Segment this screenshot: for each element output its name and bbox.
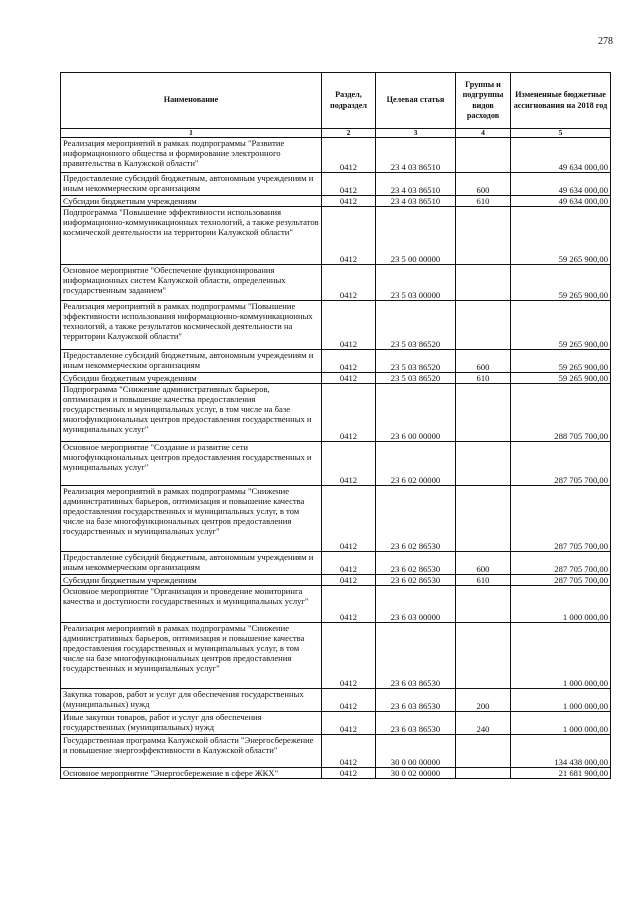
row-group-cell — [456, 768, 511, 779]
table-row — [61, 575, 611, 586]
row-target-cell: 23 4 03 86510 — [376, 173, 456, 196]
row-section-cell: 0412 — [322, 712, 376, 735]
row-group-cell: 600 — [456, 350, 511, 373]
column-number: 1 — [61, 129, 322, 138]
row-amount-cell: 49 634 000,00 — [511, 138, 611, 173]
header-name: Наименование — [61, 73, 322, 129]
row-amount-cell: 1 000 000,00 — [511, 689, 611, 712]
row-group-cell: 610 — [456, 196, 511, 207]
row-group-cell — [456, 265, 511, 301]
row-target-cell: 23 5 00 00000 — [376, 207, 456, 265]
row-section-cell: 0412 — [322, 207, 376, 265]
table-row — [61, 768, 611, 779]
row-amount-cell: 21 681 900,00 — [511, 768, 611, 779]
row-amount-cell: 59 265 900,00 — [511, 265, 611, 301]
row-name-cell: Субсидии бюджетным учреждениям — [61, 373, 322, 384]
row-section-cell: 0412 — [322, 196, 376, 207]
row-target-cell: 23 6 03 00000 — [376, 586, 456, 623]
row-group-cell: 610 — [456, 575, 511, 586]
row-amount-cell: 134 438 000,00 — [511, 735, 611, 768]
table-row — [61, 265, 611, 301]
row-name-cell: Закупка товаров, работ и услуг для обеспечения государственных (муниципальных) нужд — [61, 689, 322, 712]
row-target-cell: 23 4 03 86510 — [376, 138, 456, 173]
row-amount-cell: 59 265 900,00 — [511, 207, 611, 265]
table-body — [61, 138, 611, 779]
header-section: Раздел, подраздел — [322, 73, 376, 129]
table-row — [61, 712, 611, 735]
row-group-cell — [456, 301, 511, 350]
row-target-cell: 23 6 03 86530 — [376, 712, 456, 735]
row-amount-cell: 287 705 700,00 — [511, 486, 611, 552]
table-row — [61, 735, 611, 768]
table-row — [61, 301, 611, 350]
row-target-cell: 23 5 03 00000 — [376, 265, 456, 301]
table-row — [61, 586, 611, 623]
row-group-cell — [456, 735, 511, 768]
row-target-cell: 23 6 02 00000 — [376, 442, 456, 486]
row-section-cell: 0412 — [322, 623, 376, 689]
row-target-cell: 23 5 03 86520 — [376, 301, 456, 350]
row-name-cell: Реализация мероприятий в рамках подпрограммы "Снижение административных барьеров, оптимизация и повышение качества предоставления государственных и муниципальных услуг, в том числе на базе многофункциональных центров предоставления государственных и муниципальных услуг" — [61, 623, 322, 689]
row-group-cell — [456, 207, 511, 265]
header-amount: Измененные бюджетные ассигнования на 2018 год — [511, 73, 611, 129]
row-name-cell: Реализация мероприятий в рамках подпрограммы "Снижение административных барьеров, оптимизация и повышение качества предоставления государственных и муниципальных услуг, в том числе на базе многофункциональных центров предоставления государственных и муниципальных услуг" — [61, 486, 322, 552]
row-target-cell: 23 6 02 86530 — [376, 486, 456, 552]
row-section-cell: 0412 — [322, 552, 376, 575]
row-group-cell: 240 — [456, 712, 511, 735]
row-target-cell: 23 5 03 86520 — [376, 350, 456, 373]
row-name-cell: Основное мероприятие "Создание и развитие сети многофункциональных центров предоставления государственных и муниципальных услуг" — [61, 442, 322, 486]
row-name-cell: Основное мероприятие "Организация и проведение мониторинга качества и доступности государственных и муниципальных услуг" — [61, 586, 322, 623]
table-row — [61, 623, 611, 689]
row-name-cell: Основное мероприятие "Обеспечение функционирования информационных систем Калужской области, определенных государственным заданием" — [61, 265, 322, 301]
row-section-cell: 0412 — [322, 768, 376, 779]
row-section-cell: 0412 — [322, 138, 376, 173]
row-target-cell: 23 6 02 86530 — [376, 552, 456, 575]
row-section-cell: 0412 — [322, 586, 376, 623]
column-number: 5 — [511, 129, 611, 138]
row-group-cell — [456, 623, 511, 689]
row-target-cell: 23 6 02 86530 — [376, 575, 456, 586]
column-number: 4 — [456, 129, 511, 138]
row-group-cell: 200 — [456, 689, 511, 712]
row-name-cell: Государственная программа Калужской области "Энергосбережение и повышение энергоэффективности в Калужской области" — [61, 735, 322, 768]
column-number: 2 — [322, 129, 376, 138]
row-name-cell: Предоставление субсидий бюджетным, автономным учреждениям и иным некоммерческим организациям — [61, 173, 322, 196]
row-amount-cell: 287 705 700,00 — [511, 442, 611, 486]
row-section-cell: 0412 — [322, 265, 376, 301]
row-group-cell: 610 — [456, 373, 511, 384]
table-row — [61, 173, 611, 196]
row-group-cell — [456, 586, 511, 623]
row-section-cell: 0412 — [322, 689, 376, 712]
row-section-cell: 0412 — [322, 373, 376, 384]
row-section-cell: 0412 — [322, 735, 376, 768]
row-group-cell — [456, 384, 511, 442]
row-group-cell: 600 — [456, 173, 511, 196]
row-section-cell: 0412 — [322, 384, 376, 442]
budget-table — [60, 72, 611, 779]
row-section-cell: 0412 — [322, 486, 376, 552]
row-amount-cell: 49 634 000,00 — [511, 173, 611, 196]
row-name-cell: Реализация мероприятий в рамках подпрограммы "Развитие информационного общества и формирование электронного правительства в Калужской области" — [61, 138, 322, 173]
row-amount-cell: 1 000 000,00 — [511, 712, 611, 735]
row-name-cell: Основное мероприятие "Энергосбережение в сфере ЖКХ" — [61, 768, 322, 779]
row-amount-cell: 1 000 000,00 — [511, 586, 611, 623]
row-target-cell: 23 5 03 86520 — [376, 373, 456, 384]
column-number: 3 — [376, 129, 456, 138]
row-target-cell: 23 6 00 00000 — [376, 384, 456, 442]
row-amount-cell: 49 634 000,00 — [511, 196, 611, 207]
table-row — [61, 138, 611, 173]
row-name-cell: Предоставление субсидий бюджетным, автономным учреждениям и иным некоммерческим организациям — [61, 350, 322, 373]
row-target-cell: 30 0 00 00000 — [376, 735, 456, 768]
page-number: 278 — [598, 36, 613, 47]
row-group-cell — [456, 138, 511, 173]
row-section-cell: 0412 — [322, 442, 376, 486]
row-target-cell: 23 6 03 86530 — [376, 623, 456, 689]
row-section-cell: 0412 — [322, 173, 376, 196]
header-target: Целевая статья — [376, 73, 456, 129]
row-name-cell: Подпрограмма "Повышение эффективности использования информационно-коммуникационных технологий, а также результатов космической деятельности на территории Калужской области" — [61, 207, 322, 265]
table-row — [61, 689, 611, 712]
table-row — [61, 384, 611, 442]
table-row — [61, 486, 611, 552]
table-row — [61, 207, 611, 265]
row-amount-cell: 287 705 700,00 — [511, 552, 611, 575]
row-group-cell — [456, 486, 511, 552]
row-amount-cell: 59 265 900,00 — [511, 350, 611, 373]
row-amount-cell: 59 265 900,00 — [511, 373, 611, 384]
row-name-cell: Субсидии бюджетным учреждениям — [61, 575, 322, 586]
row-name-cell: Реализация мероприятий в рамках подпрограммы "Повышение эффективности использования информационно-коммуникационных технологий, а также результатов космической деятельности на территории Калужской области" — [61, 301, 322, 350]
table-row — [61, 350, 611, 373]
row-name-cell: Иные закупки товаров, работ и услуг для обеспечения государственных (муниципальных) нужд — [61, 712, 322, 735]
row-section-cell: 0412 — [322, 575, 376, 586]
row-group-cell — [456, 442, 511, 486]
row-name-cell: Подпрограмма "Снижение административных барьеров, оптимизация и повышение качества предоставления государственных и муниципальных услуг, в том числе на базе многофункциональных центров предоставления государственных и муниципальных услуг" — [61, 384, 322, 442]
row-target-cell: 23 4 03 86510 — [376, 196, 456, 207]
column-number-row — [61, 129, 611, 138]
row-section-cell: 0412 — [322, 301, 376, 350]
row-group-cell: 600 — [456, 552, 511, 575]
row-name-cell: Предоставление субсидий бюджетным, автономным учреждениям и иным некоммерческим организациям — [61, 552, 322, 575]
row-amount-cell: 1 000 000,00 — [511, 623, 611, 689]
row-amount-cell: 288 705 700,00 — [511, 384, 611, 442]
table-row — [61, 373, 611, 384]
header-row — [61, 73, 611, 129]
header-groups: Группы и подгруппы видов расходов — [456, 73, 511, 129]
row-target-cell: 23 6 03 86530 — [376, 689, 456, 712]
row-amount-cell: 287 705 700,00 — [511, 575, 611, 586]
table-row — [61, 552, 611, 575]
row-name-cell: Субсидии бюджетным учреждениям — [61, 196, 322, 207]
row-section-cell: 0412 — [322, 350, 376, 373]
table-row — [61, 442, 611, 486]
row-target-cell: 30 0 02 00000 — [376, 768, 456, 779]
row-amount-cell: 59 265 900,00 — [511, 301, 611, 350]
table-row — [61, 196, 611, 207]
